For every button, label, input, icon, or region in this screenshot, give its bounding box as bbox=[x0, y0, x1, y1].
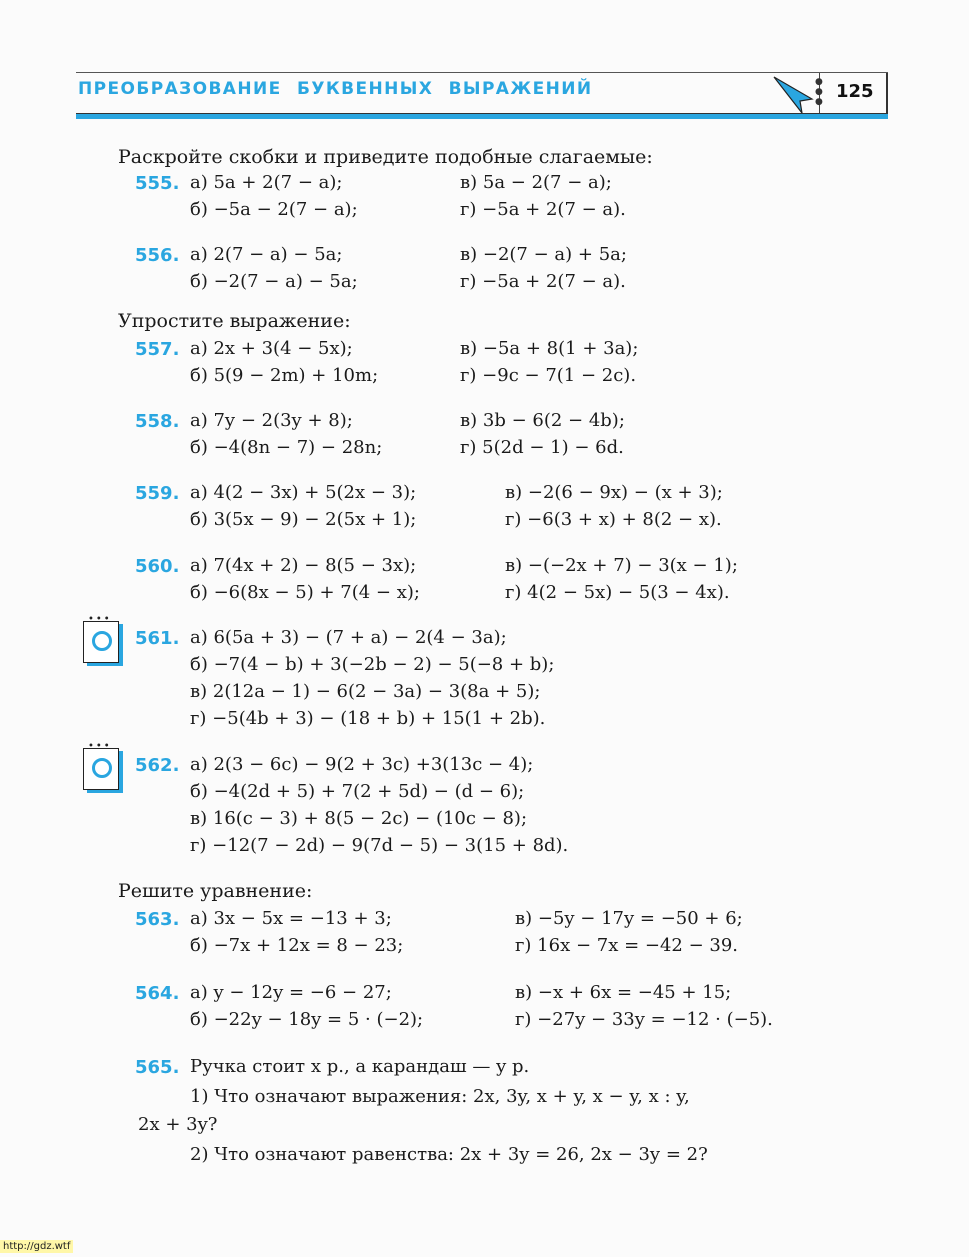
exercise-item: г) −6(3 + x) + 8(2 − x). bbox=[505, 509, 722, 530]
exercise-item: б) −2(7 − a) − 5a; bbox=[190, 271, 358, 292]
exercise-number: 555. bbox=[135, 173, 180, 194]
exercise-item: г) 16x − 7x = −42 − 39. bbox=[515, 935, 739, 956]
notebook-icon: ••• bbox=[83, 748, 119, 790]
exercise-item: а) 4(2 − 3x) + 5(2x − 3); bbox=[190, 482, 417, 503]
exercise-item: г) −27y − 33y = −12 · (−5). bbox=[515, 1009, 773, 1030]
page-number-box bbox=[815, 73, 888, 113]
header-underline bbox=[76, 113, 888, 119]
exercise-number: 559. bbox=[135, 483, 180, 504]
exercise-number: 558. bbox=[135, 411, 180, 432]
exercise-item: б) 5(9 − 2m) + 10m; bbox=[190, 365, 379, 386]
exercise-number: 565. bbox=[135, 1057, 180, 1078]
source-link[interactable]: http://gdz.wtf bbox=[0, 1240, 73, 1253]
exercise-item: а) 2(7 − a) − 5a; bbox=[190, 244, 343, 265]
exercise-item: а) 5a + 2(7 − a); bbox=[190, 172, 343, 193]
page-number: 125 bbox=[836, 81, 874, 102]
instruction-text: Решите уравнение: bbox=[118, 880, 313, 902]
exercise-item: а) 7y − 2(3y + 8); bbox=[190, 410, 353, 431]
instruction-text: Упростите выражение: bbox=[118, 310, 351, 332]
exercise-item: г) 4(2 − 5x) − 5(3 − 4x). bbox=[505, 582, 730, 603]
exercise-item: а) 3x − 5x = −13 + 3; bbox=[190, 908, 392, 929]
exercise-item: в) 2(12a − 1) − 6(2 − 3a) − 3(8a + 5); bbox=[190, 681, 541, 702]
exercise-number: 562. bbox=[135, 755, 180, 776]
exercise-number: 560. bbox=[135, 556, 180, 577]
exercise-item: а) y − 12y = −6 − 27; bbox=[190, 982, 392, 1003]
exercise-item: б) −4(8n − 7) − 28n; bbox=[190, 437, 383, 458]
exercise-item: б) −6(8x − 5) + 7(4 − x); bbox=[190, 582, 420, 603]
exercise-item: Ручка стоит x р., а карандаш — y р. bbox=[190, 1056, 530, 1077]
exercise-number: 564. bbox=[135, 983, 180, 1004]
binder-rings-icon: ● ● ● bbox=[815, 77, 823, 107]
exercise-number: 557. bbox=[135, 339, 180, 360]
exercise-item: б) 3(5x − 9) − 2(5x + 1); bbox=[190, 509, 417, 530]
exercise-item: в) −x + 6x = −45 + 15; bbox=[515, 982, 732, 1003]
exercise-item: б) −22y − 18y = 5 · (−2); bbox=[190, 1009, 424, 1030]
exercise-item: г) −5a + 2(7 − a). bbox=[460, 199, 626, 220]
exercise-item: б) −7x + 12x = 8 − 23; bbox=[190, 935, 404, 956]
instruction-text: Раскройте скобки и приведите подобные слагаемые: bbox=[118, 146, 653, 168]
exercise-item: в) −(−2x + 7) − 3(x − 1); bbox=[505, 555, 738, 576]
exercise-item: в) 3b − 6(2 − 4b); bbox=[460, 410, 625, 431]
exercise-item: б) −7(4 − b) + 3(−2b − 2) − 5(−8 + b); bbox=[190, 654, 555, 675]
exercise-item: г) −12(7 − 2d) − 9(7d − 5) − 3(15 + 8d). bbox=[190, 835, 569, 856]
exercise-item: а) 6(5a + 3) − (7 + a) − 2(4 − 3a); bbox=[190, 627, 507, 648]
exercise-item: в) 16(c − 3) + 8(5 − 2c) − (10c − 8); bbox=[190, 808, 528, 829]
exercise-item: 1) Что означают выражения: 2x, 3y, x + y, x − y, x : y, bbox=[190, 1086, 690, 1107]
exercise-item: б) −5a − 2(7 − a); bbox=[190, 199, 358, 220]
chapter-title: ПРЕОБРАЗОВАНИЕ БУКВЕННЫХ ВЫРАЖЕНИЙ bbox=[78, 79, 593, 99]
exercise-item: г) −9c − 7(1 − 2c). bbox=[460, 365, 637, 386]
exercise-item: г) −5(4b + 3) − (18 + b) + 15(1 + 2b). bbox=[190, 708, 546, 729]
exercise-number: 561. bbox=[135, 628, 180, 649]
notebook-icon: ••• bbox=[83, 621, 119, 663]
pointer-icon bbox=[772, 75, 816, 115]
exercise-item: 2x + 3y? bbox=[138, 1114, 218, 1135]
exercise-item: а) 2x + 3(4 − 5x); bbox=[190, 338, 353, 359]
exercise-item: 2) Что означают равенства: 2x + 3y = 26, 2x − 3y = 2? bbox=[190, 1144, 708, 1165]
exercise-item: в) −2(6 − 9x) − (x + 3); bbox=[505, 482, 723, 503]
exercise-item: в) 5a − 2(7 − a); bbox=[460, 172, 612, 193]
page-header bbox=[76, 72, 888, 115]
exercise-item: г) 5(2d − 1) − 6d. bbox=[460, 437, 624, 458]
exercise-item: б) −4(2d + 5) + 7(2 + 5d) − (d − 6); bbox=[190, 781, 525, 802]
exercise-item: в) −5a + 8(1 + 3a); bbox=[460, 338, 639, 359]
exercise-item: а) 2(3 − 6c) − 9(2 + 3c) +3(13c − 4); bbox=[190, 754, 534, 775]
exercise-item: в) −5y − 17y = −50 + 6; bbox=[515, 908, 743, 929]
exercise-item: г) −5a + 2(7 − a). bbox=[460, 271, 626, 292]
exercise-item: в) −2(7 − a) + 5a; bbox=[460, 244, 627, 265]
exercise-number: 556. bbox=[135, 245, 180, 266]
exercise-item: а) 7(4x + 2) − 8(5 − 3x); bbox=[190, 555, 417, 576]
exercise-number: 563. bbox=[135, 909, 180, 930]
